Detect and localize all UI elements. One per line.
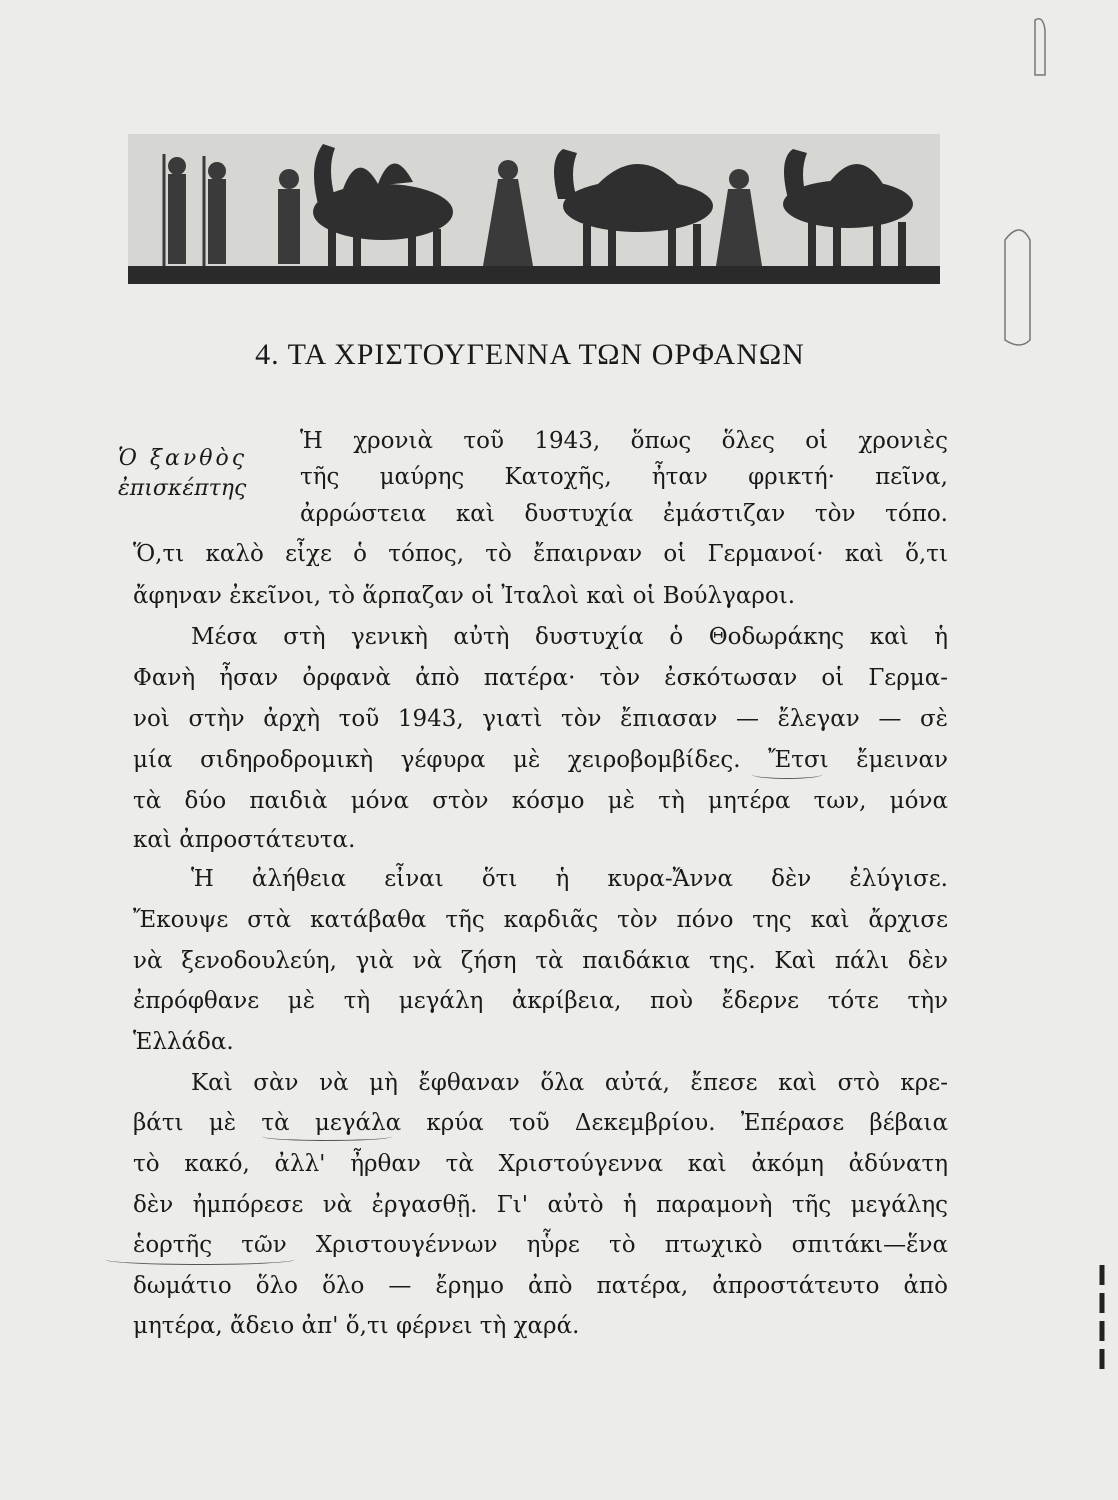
camel-caravan-illustration [128, 134, 940, 284]
text-line: νοὶ στὴν ἀρχὴ τοῦ 1943, γιατὶ τὸν ἔπιασαν — ἔλεγαν — σὲ [133, 706, 948, 732]
text-line: Ἡ ἀλήθεια εἶναι ὅτι ἡ κυρα-Ἄννα δὲν ἐλύγισε. [191, 866, 948, 892]
text-line: τὰ δύο παιδιὰ μόνα στὸν κόσμο μὲ τὴ μητέρα των, μόνα [133, 788, 948, 814]
text-line: Ἡ χρονιὰ τοῦ 1943, ὅπως ὅλες οἱ χρονιὲς [300, 428, 948, 454]
side-heading-line-1: Ὁ ξανθὸς [118, 446, 248, 471]
pencil-underline [262, 1132, 392, 1141]
text-line: ἄφηναν ἐκεῖνοι, τὸ ἅρπαζαν οἱ Ἰταλοὶ καὶ οἱ Βούλγαροι. [133, 583, 796, 609]
text-line: Ἑλλάδα. [133, 1029, 234, 1055]
text-line: ἑορτῆς τῶν Χριστουγέννων ηὗρε τὸ πτωχικὸ σπιτάκι—ἕνα [133, 1232, 948, 1258]
text-line: Ἔκουψε στὰ κατάβαθα τῆς καρδιᾶς τὸν πόνο της καὶ ἄρχισε [133, 907, 948, 933]
text-line: Καὶ σὰν νὰ μὴ ἔφθαναν ὅλα αὐτά, ἔπεσε καὶ στὸ κρε- [191, 1070, 948, 1096]
text-line: μία σιδηροδρομικὴ γέφυρα μὲ χειροβομβίδες. Ἔτσι ἔμειναν [133, 747, 948, 773]
text-line: Μέσα στὴ γενικὴ αὐτὴ δυστυχία ὁ Θοδωράκης καὶ ἡ [191, 624, 948, 650]
text-line: ἀρρώστεια καὶ δυστυχία ἐμάστιζαν τὸν τόπο. [300, 501, 948, 527]
illustration-drawing [128, 134, 940, 284]
text-line: Ὅ,τι καλὸ εἶχε ὁ τόπος, τὸ ἔπαιρναν οἱ Γερμανοί· καὶ ὅ,τι [133, 541, 948, 567]
text-line: βάτι μὲ τὰ μεγάλα κρύα τοῦ Δεκεμβρίου. Ἐπέρασε βέβαια [133, 1110, 948, 1136]
margin-pencil-mark [1025, 15, 1055, 85]
text-line: μητέρα, ἄδειο ἀπ' ὅ,τι φέρνει τὴ χαρά. [133, 1313, 580, 1339]
side-heading [118, 444, 288, 504]
margin-ink-mark [1090, 1260, 1115, 1400]
text-line: δὲν ἠμπόρεσε νὰ ἐργασθῇ. Γι' αὐτὸ ἡ παραμονὴ τῆς μεγάλης [133, 1192, 948, 1218]
margin-pencil-mark [995, 220, 1040, 350]
pencil-underline [105, 1254, 295, 1265]
text-line: τῆς μαύρης Κατοχῆς, ἦταν φρικτή· πεῖνα, [300, 464, 948, 490]
side-heading-line-2: ἐπισκέπτης [118, 476, 247, 501]
text-line: Φανὴ ἦσαν ὀρφανὰ ἀπὸ πατέρα· τὸν ἐσκότωσαν οἱ Γερμα- [133, 665, 948, 691]
text-line: ἐπρόφθανε μὲ τὴ μεγάλη ἀκρίβεια, ποὺ ἔδερνε τότε τὴν [133, 988, 948, 1014]
chapter-title: 4. ΤΑ ΧΡΙΣΤΟΥΓΕΝΝΑ ΤΩΝ ΟΡΦΑΝΩΝ [255, 338, 805, 371]
text-line: νὰ ξενοδουλεύη, γιὰ νὰ ζήση τὰ παιδάκια της. Καὶ πάλι δὲν [133, 948, 948, 974]
text-line: τὸ κακό, ἀλλ' ἦρθαν τὰ Χριστούγεννα καὶ ἀκόμη ἀδύνατη [133, 1151, 948, 1177]
text-line: δωμάτιο ὅλο ὅλο — ἔρημο ἀπὸ πατέρα, ἀπροστάτευτο ἀπὸ [133, 1273, 948, 1299]
pencil-underline [752, 770, 822, 779]
text-line: καὶ ἀπροστάτευτα. [133, 827, 356, 853]
